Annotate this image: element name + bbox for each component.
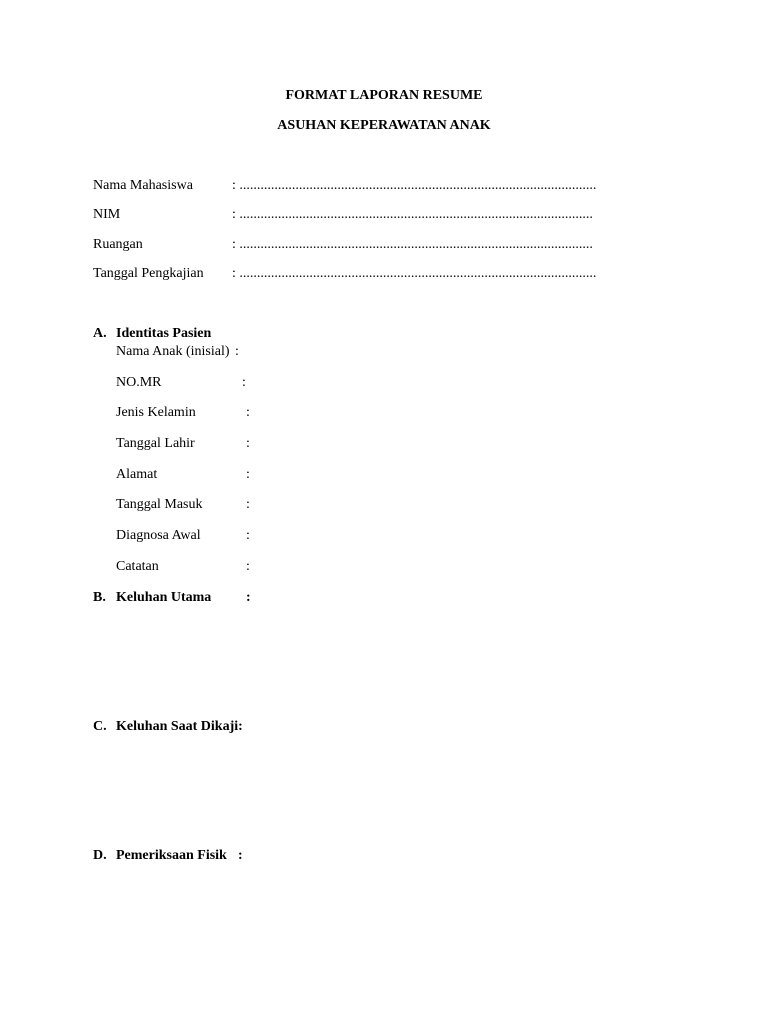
notes-label: Catatan bbox=[116, 559, 159, 574]
section-b-colon: : bbox=[246, 590, 251, 605]
notes-colon: : bbox=[246, 559, 250, 574]
section-b-heading: Keluhan Utama bbox=[116, 590, 212, 605]
admission-date-colon: : bbox=[246, 497, 250, 512]
child-name-colon: : bbox=[235, 344, 239, 359]
initial-diagnosis-colon: : bbox=[246, 528, 250, 543]
birth-date-colon: : bbox=[246, 436, 250, 451]
nim-label: NIM bbox=[93, 207, 121, 222]
section-c-heading: Keluhan Saat Dikaji: bbox=[116, 719, 243, 734]
gender-colon: : bbox=[246, 405, 250, 420]
nim-field: : ..................................................................................................... bbox=[232, 207, 593, 222]
mr-number-colon: : bbox=[242, 375, 246, 390]
mr-number-label: NO.MR bbox=[116, 375, 162, 390]
child-name-label: Nama Anak (inisial) bbox=[116, 344, 230, 359]
section-a-letter: A. bbox=[93, 326, 107, 341]
section-a-heading: Identitas Pasien bbox=[116, 326, 212, 341]
student-name-label: Nama Mahasiswa bbox=[93, 178, 193, 193]
assessment-date-field: : ...................................................................................................... bbox=[232, 266, 597, 281]
initial-diagnosis-label: Diagnosa Awal bbox=[116, 528, 201, 543]
assessment-date-label: Tanggal Pengkajian bbox=[93, 266, 204, 281]
birth-date-label: Tanggal Lahir bbox=[116, 436, 195, 451]
section-d-letter: D. bbox=[93, 848, 107, 863]
document-title: FORMAT LAPORAN RESUME bbox=[285, 88, 483, 103]
section-d-heading: Pemeriksaan Fisik bbox=[116, 848, 227, 863]
gender-label: Jenis Kelamin bbox=[116, 405, 196, 420]
ruangan-label: Ruangan bbox=[93, 237, 143, 252]
address-colon: : bbox=[246, 467, 250, 482]
section-b-letter: B. bbox=[93, 590, 106, 605]
student-name-field: : ...................................................................................................... bbox=[232, 178, 597, 193]
section-d-colon: : bbox=[238, 848, 243, 863]
admission-date-label: Tanggal Masuk bbox=[116, 497, 203, 512]
section-c-letter: C. bbox=[93, 719, 107, 734]
address-label: Alamat bbox=[116, 467, 158, 482]
ruangan-field: : ..................................................................................................... bbox=[232, 237, 593, 252]
document-subtitle: ASUHAN KEPERAWATAN ANAK bbox=[277, 118, 491, 133]
